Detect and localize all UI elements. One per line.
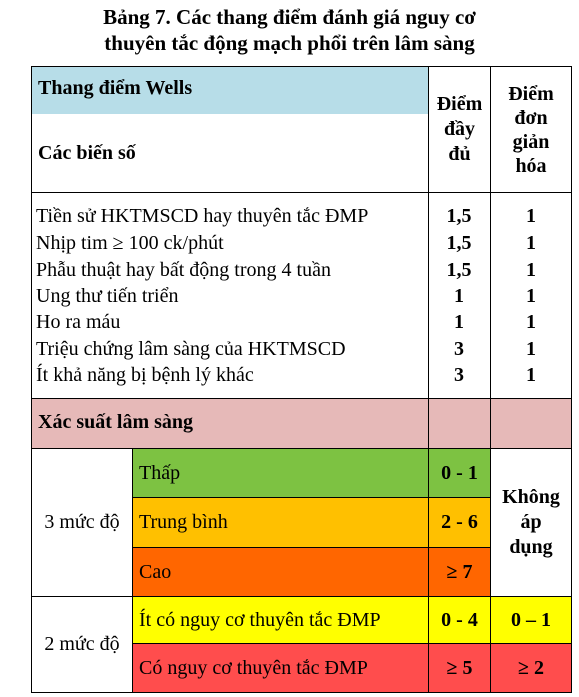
level-low-label: Thấp [139, 461, 181, 484]
high-risk-cell [132, 644, 428, 693]
variable-row-full: 3 [454, 338, 464, 360]
simple-score-header-line-3: giản [512, 130, 550, 153]
high-risk-simple-cell [490, 644, 572, 693]
high-risk-simple-score: ≥ 2 [518, 656, 544, 679]
variable-row-label: Ung thư tiến triển [36, 285, 179, 307]
variables-header-cell [31, 114, 428, 193]
variable-row-full: 1,5 [446, 259, 472, 281]
level-low-score: 0 - 1 [441, 461, 478, 484]
low-risk-cell [132, 597, 428, 644]
variable-row-simple: 1 [526, 338, 536, 360]
variable-row-simple: 1 [526, 205, 536, 227]
two-level-label: 2 mức độ [44, 633, 120, 655]
low-risk-simple-cell [490, 597, 572, 644]
variable-row-simple: 1 [526, 364, 536, 386]
level-medium-score: 2 - 6 [441, 511, 478, 533]
high-risk-full-cell [428, 644, 490, 693]
variable-row-label: Phẫu thuật hay bất động trong 4 tuần [36, 259, 331, 281]
level-medium-cell [132, 498, 428, 548]
three-level-label: 3 mức độ [44, 511, 120, 533]
low-risk-simple-score: 0 – 1 [511, 608, 551, 631]
variable-row-label: Ho ra máu [36, 311, 121, 333]
full-score-header-line-3: đủ [448, 143, 471, 165]
variable-row-simple: 1 [526, 285, 536, 307]
three-level-label-cell [31, 449, 132, 597]
probability-heading-full-cell [428, 399, 490, 449]
variable-row-full: 3 [454, 364, 464, 386]
table-title-line-2: thuyên tắc động mạch phổi trên lâm sàng [104, 31, 475, 55]
variables-header-label: Các biến số [38, 142, 136, 164]
not-applicable-line-2: áp [520, 511, 542, 533]
wells-header-cell [31, 66, 428, 114]
variable-row-full: 1,5 [446, 205, 472, 227]
variable-row-label: Nhịp tim ≥ 100 ck/phút [36, 232, 224, 254]
full-score-header-line-2: đầy [443, 118, 476, 140]
variable-row-simple: 1 [526, 259, 536, 281]
level-high-label: Cao [139, 560, 172, 583]
variable-row-label: Tiền sử HKTMSCD hay thuyên tắc ĐMP [36, 205, 369, 227]
variable-row-label: Ít khả năng bị bệnh lý khác [36, 364, 254, 386]
not-applicable-line-3: dụng [509, 536, 553, 558]
simple-score-header-line-1: Điểm [508, 82, 554, 105]
level-high-score-cell [428, 548, 490, 597]
simple-score-header-line-2: đơn [514, 106, 548, 129]
level-medium-score-cell [428, 498, 490, 548]
probability-heading-simple-cell [490, 399, 572, 449]
variable-row-simple: 1 [526, 311, 536, 333]
variable-row-label: Triệu chứng lâm sàng của HKTMSCD [36, 338, 346, 360]
simple-score-header-line-4: hóa [515, 154, 547, 177]
not-applicable-line-1: Không [502, 486, 560, 508]
not-applicable-cell [490, 449, 572, 597]
probability-heading-cell [31, 399, 428, 449]
high-risk-full-score: ≥ 5 [446, 656, 473, 679]
two-level-label-cell [31, 597, 132, 693]
variable-row-full: 1 [454, 285, 464, 307]
full-score-header-cell [428, 66, 490, 193]
low-risk-full-score: 0 - 4 [441, 608, 478, 631]
high-risk-label: Có nguy cơ thuyên tắc ĐMP [139, 656, 368, 679]
full-score-header-line-1: Điểm [436, 93, 483, 115]
wells-header-label: Thang điểm Wells [38, 77, 193, 99]
simple-score-header-cell [490, 66, 572, 193]
probability-heading-label: Xác suất lâm sàng [38, 411, 194, 433]
level-low-score-cell [428, 449, 490, 498]
table-title-line-1: Bảng 7. Các thang điểm đánh giá nguy cơ [103, 5, 476, 29]
level-low-cell [132, 449, 428, 498]
level-high-cell [132, 548, 428, 597]
variable-row-full: 1 [454, 311, 464, 333]
low-risk-label: Ít có nguy cơ thuyên tắc ĐMP [139, 608, 381, 631]
low-risk-full-cell [428, 597, 490, 644]
variable-row-simple: 1 [526, 232, 536, 254]
variable-row-full: 1,5 [446, 232, 472, 254]
level-medium-label: Trung bình [139, 511, 228, 533]
level-high-score: ≥ 7 [446, 560, 473, 583]
